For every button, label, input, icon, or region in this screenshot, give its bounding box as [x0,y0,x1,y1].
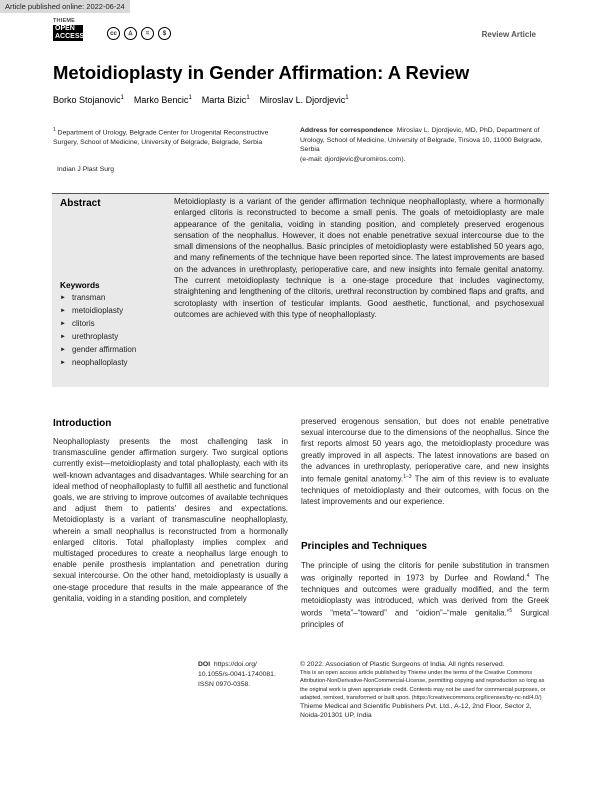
doi-link[interactable]: https://doi.org/ [213,661,257,668]
intro-text-part: The aim of this review is to evaluate techniques of metoidioplasty and their outcomes, with focus on the latest improvements and our experience. [301,474,549,507]
author-affiliation-mark: 1 [246,95,250,101]
principles-text-part: The principle of using the clitoris for penile substitution in transmen was originally reported in 1973 by Durfee and Rowland. [301,561,549,583]
abstract-heading: Abstract [60,198,101,209]
affiliation [53,126,278,147]
citation-ref: 5 [509,608,513,615]
author-name: Marta Bizic [201,95,247,105]
introduction-text-col2 [301,416,549,507]
nd-icon: = [141,27,154,40]
logo-bottom-text: OPEN ACCESS [55,25,85,40]
author-affiliation-mark: 1 [345,95,349,101]
intro-text-part: preserved erogenous sensation, but does not enable penetrative sexual intercourse due to the dimensions of the neophallus. Since the first reports almost 50 years ago, the metoidioplasty procedure was greatly improved in all aspects. The latest innovations are based on the advances in urethroplasty, perioperative care, and new insights into female genital anatomy. [301,417,549,484]
correspondence-text: Miroslav L. Djordjevic, MD, PhD, Department of Urology, School of Medicine, University of Belgrade, Tirsova 10, 11000 Belgrade, Serbia [300,127,543,154]
logo-top-text: THIEME [53,18,75,24]
keyword-item: ► transman [60,292,136,305]
journal-name: Indian J Plast Surg [57,166,115,173]
article-type: Review Article [481,30,536,39]
author-list [53,95,349,105]
author-name: Borko Stojanovic [53,95,121,105]
affiliation-mark: 1 [53,127,56,133]
keywords-heading: Keywords [60,280,100,290]
principles-text-part: Surgical principles of [301,609,549,630]
keyword-item: ► clitoris [60,318,136,331]
copyright-block [300,660,550,720]
author-name: Miroslav L. Djordjevic [259,95,346,105]
author-affiliation-mark: 1 [120,95,124,101]
publication-date-bar: Article published online: 2022-06-24 [0,0,130,13]
author-affiliation-mark: 1 [188,95,192,101]
doi-block [198,660,276,690]
citation-ref: 1–3 [403,474,412,481]
thieme-open-access-logo [53,18,87,46]
publisher-address: Thieme Medical and Scientific Publishers Pvt. Ltd., A-12, 2nd Floor, Sector 2, Noida-201301 UP, India [300,703,532,720]
keyword-item: ► gender affirmation [60,344,136,357]
article-title: Metoidioplasty in Gender Affirmation: A Review [53,62,470,83]
correspondence-label: Address for correspondence [300,127,393,134]
principles-text [301,560,549,631]
license-icons [107,27,171,40]
abstract-text: Metoidioplasty is a variant of the gender affirmation technique neophalloplasty, where a hormonally enlarged clitoris is reconstructed to become a small penis. The goals of metoidioplasty are male appearance of the genitalia, voiding in standing position, and completely preserved erogenous sensation of the neophallus. However, it does not enable penetrative sexual intercourse due to the small dimensions of the neophallus. Basic principles of metoidioplasty were established 50 years ago, and many refinements of the technique have been reported since. The latest improvements are based on the advances in urethroplasty, perioperative care, and new insights into female genital anatomy. The current metoidioplasty technique is a one-stage procedure that includes vaginectomy, straightening and lengthening of the clitoris, urethral reconstruction by combined flaps and grafts, and scrotoplasty with insertion of testicular implants. Good aesthetic, functional, and psychosexual outcomes are achieved with this type of neophalloplasty. [174,197,544,319]
citation-ref: 4 [526,573,530,580]
correspondence-email: (e-mail: djordjevic@uromiros.com). [300,155,406,163]
keyword-item: ► neophalloplasty [60,357,136,370]
keywords-list [60,292,136,370]
doi-id: 10.1055/s-0041-1740081. [198,671,276,678]
nc-icon: $ [158,27,171,40]
cc-icon: cc [107,27,120,40]
affiliation-text: Department of Urology, Belgrade Center for Urogenital Reconstructive Surgery, School of Medicine, University of Belgrade, Belgrade, Serbia [53,129,269,146]
keyword-item: ► metoidioplasty [60,305,136,318]
doi-label: DOI [198,661,211,668]
author-name: Marko Bencic [133,95,189,105]
copyright-text: © 2022. Association of Plastic Surgeons of India. All rights reserved. [300,661,505,668]
issn: ISSN 0970-0358. [198,681,251,688]
introduction-heading: Introduction [53,418,112,429]
correspondence [300,126,550,164]
license-text: This is an open access article published by Thieme under the terms of the Creative Commons Attribution-NonDerivative-NonCommercial-License, permitting copying and reproduction so long as the original work is given appropriate credit. Contents may not be used for commercial purposes, or adapted, remixed, transformed or built upon. (https://creativecommons.org/licenses/by-nc-nd/4.0/) [300,670,546,701]
by-icon: ♙ [124,27,137,40]
principles-heading: Principles and Techniques [301,541,427,552]
principles-text-part: The techniques and outcomes were gradually modified, and the term metoidioplasty was introduced, which was derived from the Greek words “meta”–“toward” and “oidion”–“male genitalia.” [301,573,549,619]
keyword-item: ► urethroplasty [60,331,136,344]
introduction-text-col1: Neophalloplasty presents the most challenging task in transmasculine gender affirmation surgery. Two surgical options currently exist—metoidioplasty and total phalloplasty, each with its well-known advantages and disadvantages. While searching for an ideal method of neophalloplasty to fulfill all aesthetic and functional goals, we are striving to improve outcomes of available techniques and adjust them to patients' desires and expectations. Metoidioplasty is a variant of transmasculine neophalloplasty, wherein a small neophallus is reconstructed from a hormonally enlarged clitoris. Total phalloplasty implies complex and multistaged procedures to create a neophallus large enough to enable penile prosthesis implantation and penetration during sexual intercourse. On the other hand, metoidioplasty is usually a one-stage procedure that results in the male appearance of the genitalia, voiding in a standing position, and completely [53,437,288,603]
